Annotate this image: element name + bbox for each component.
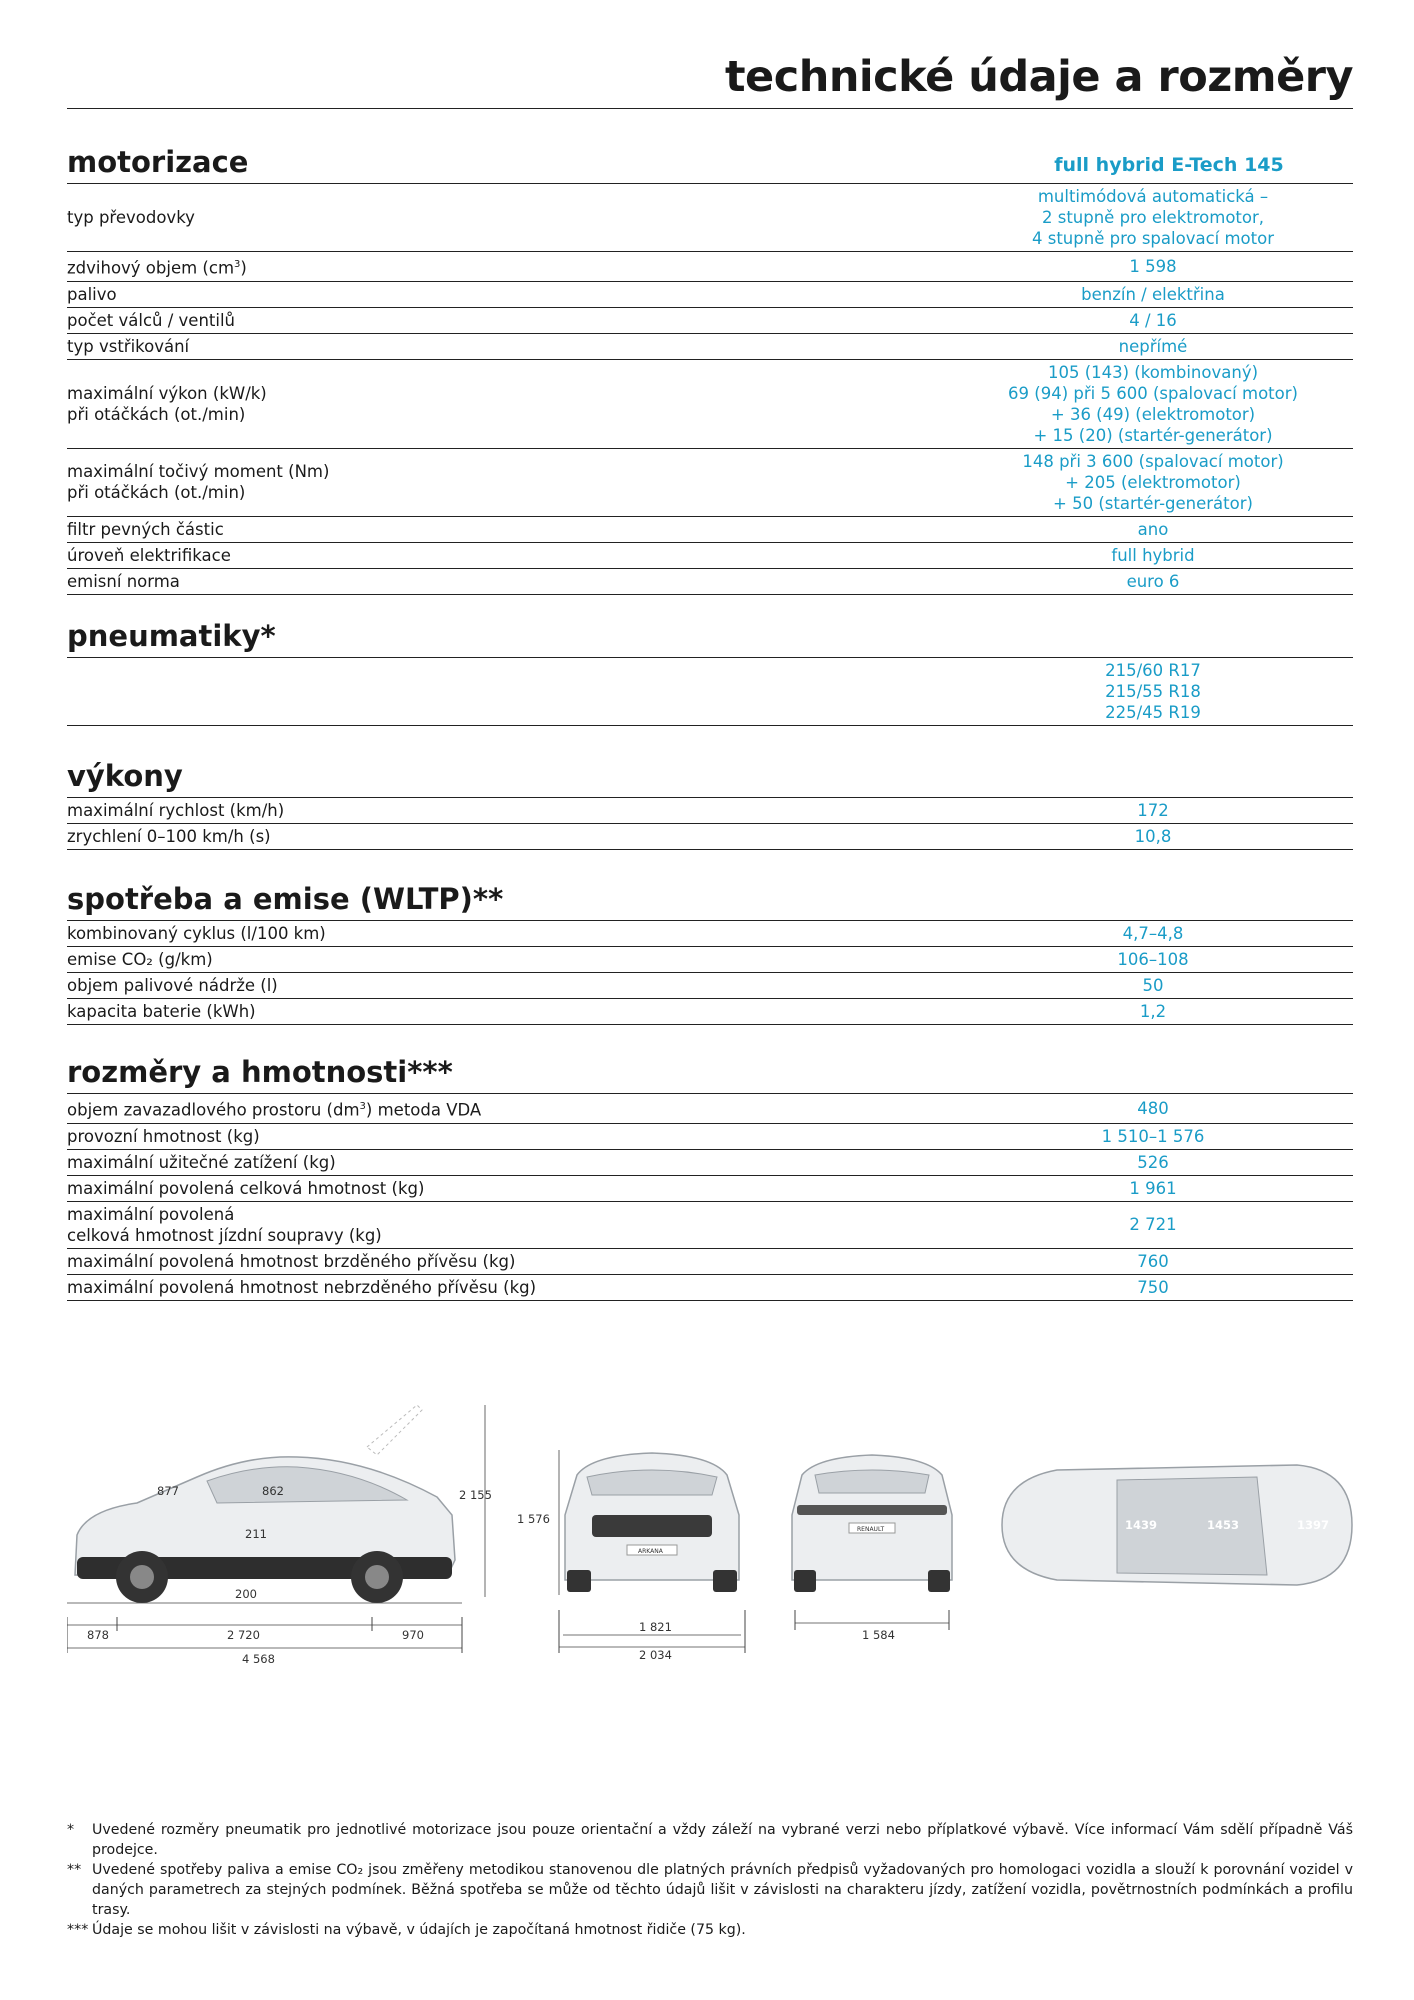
section-rozmery: [67, 1056, 1353, 1301]
spec-label: maximální užitečné zatížení (kg): [67, 1152, 336, 1172]
spec-row: [67, 973, 1353, 999]
spec-label: palivo: [67, 284, 117, 304]
spec-table: [67, 1093, 1353, 1301]
front-plate: ARKANA: [638, 1548, 663, 1555]
spec-value: 50: [1142, 976, 1164, 995]
spec-label: maximální povolená celková hmotnost jízdní soupravy (kg): [67, 1204, 382, 1245]
spec-value: ano: [1137, 519, 1169, 539]
spec-table: [67, 183, 1353, 595]
section-title: motorizace: [67, 145, 249, 179]
spec-row: [67, 517, 1353, 543]
wheelbase-label: 2 720: [227, 1628, 260, 1642]
spec-value: 1 598: [1129, 256, 1177, 276]
spec-value: 1 961: [1129, 1178, 1177, 1198]
spec-label: zrychlení 0–100 km/h (s): [67, 827, 271, 846]
spec-label: kombinovaný cyklus (l/100 km): [67, 924, 326, 943]
page-title: technické údaje a rozměry: [725, 52, 1353, 102]
spec-row: [67, 1150, 1353, 1176]
spec-row: [67, 1202, 1353, 1249]
rear-overhang-label: 970: [402, 1628, 424, 1642]
spec-label: počet válců / ventilů: [67, 310, 236, 330]
spec-label: maximální rychlost (km/h): [67, 801, 285, 820]
spec-row: [67, 184, 1353, 252]
spec-label: filtr pevných částic: [67, 519, 224, 539]
height-open-label: 2 155: [459, 1488, 492, 1502]
top-view-drawing: [1002, 1465, 1352, 1585]
spec-value: 2 721: [1129, 1215, 1177, 1234]
spec-row: [67, 921, 1353, 947]
spec-row: [67, 824, 1353, 850]
spec-label: maximální povolená hmotnost nebrzděného přívěsu (kg): [67, 1277, 537, 1297]
spec-value: multimódová automatická – 2 stupně pro elektromotor, 4 stupně pro spalovací motor: [1032, 187, 1274, 248]
section-spotreba: [67, 883, 1353, 1025]
spec-value: 10,8: [1134, 827, 1172, 846]
spec-value: 106–108: [1117, 950, 1189, 969]
spec-value: benzín / elektřina: [1081, 284, 1225, 304]
front-track-label: 1 821: [639, 1620, 672, 1634]
footnote: ** Uvedené spotřeby paliva a emise CO₂ jsou změřeny metodikou stanovenou dle platných právních předpisů vyžadovaných pro homologaci vozidla a slouží k porovnání vozidel v daných parametrech za stejných podmínek. Běžná spotřeba se může od těchto údajů lišit v závislosti na charakteru jízdy, zatížení vozidla, povětrnostních podmínkách a profilu trasy.: [67, 1862, 1353, 1918]
seat-rear-label: 862: [262, 1484, 284, 1498]
section-title: pneumatiky*: [67, 619, 276, 653]
spec-label: provozní hmotnost (kg): [67, 1126, 260, 1146]
side-view-drawing: [67, 1405, 492, 1666]
spec-label: maximální výkon (kW/k) při otáčkách (ot./min): [67, 383, 267, 424]
rear-view-drawing: [792, 1455, 952, 1642]
seat-low-label: 211: [245, 1527, 267, 1541]
spec-value: 760: [1137, 1251, 1169, 1271]
spec-row: [67, 1176, 1353, 1202]
footnote: * Uvedené rozměry pneumatik pro jednotlivé motorizace jsou pouze orientační a vždy záleží na vybrané verzi nebo příplatkové výbavě. Více informací Vám sdělí případně Váš prodejce.: [67, 1822, 1353, 1858]
footnote: *** Údaje se mohou lišit v závislosti na výbavě, v údajích je započítaná hmotnost řidiče (75 kg).: [67, 1922, 746, 1938]
spec-row: [67, 360, 1353, 449]
ground-clearance-label: 200: [235, 1587, 257, 1601]
spec-row: [67, 252, 1353, 282]
spec-label: objem zavazadlového prostoru $(dm^3)$ metoda VDA: [67, 1100, 482, 1120]
spec-label: typ převodovky: [67, 208, 195, 227]
section-pneumatiky: [67, 620, 1353, 726]
spec-value: 480: [1137, 1098, 1169, 1118]
spec-label: maximální povolená hmotnost brzděného přívěsu (kg): [67, 1251, 516, 1271]
section-title: výkony: [67, 759, 183, 793]
length-label: 4 568: [242, 1652, 275, 1666]
spec-label: emise CO₂ (g/km): [67, 950, 213, 969]
rear-plate: RENAULT: [857, 1526, 885, 1533]
spec-row: [67, 334, 1353, 360]
vehicle-drawings: [67, 1385, 1353, 1685]
spec-label: typ vstřikování: [67, 336, 190, 356]
spec-value: 215/60 R17 215/55 R18 225/45 R19: [1105, 661, 1201, 722]
spec-value: nepřímé: [1118, 336, 1188, 356]
section-title: rozměry a hmotnosti***: [67, 1055, 453, 1089]
spec-row: [67, 282, 1353, 308]
spec-row: [67, 308, 1353, 334]
spec-label: úroveň elektrifikace: [67, 545, 231, 565]
top-width-3: 1397: [1297, 1518, 1330, 1532]
spec-value: 4 / 16: [1129, 310, 1177, 330]
spec-value: 172: [1137, 801, 1169, 820]
section-vykony: [67, 760, 1353, 850]
spec-row: [67, 1094, 1353, 1124]
spec-value: 1 510–1 576: [1101, 1126, 1205, 1146]
spec-row: [67, 1124, 1353, 1150]
spec-label: maximální točivý moment (Nm) při otáčkách (ot./min): [67, 462, 330, 502]
spec-value: 105 (143) (kombinovaný) 69 (94) při 5 600 (spalovací motor) + 36 (49) (elektromotor) + 15 (20) (startér-generátor): [1008, 362, 1298, 445]
spec-label: kapacita baterie (kWh): [67, 1002, 256, 1021]
variant-heading: full hybrid E-Tech 145: [1054, 154, 1284, 176]
spec-row: [67, 1275, 1353, 1301]
spec-value: 1,2: [1139, 1002, 1167, 1021]
spec-row: [67, 449, 1353, 517]
top-width-1: 1439: [1125, 1518, 1158, 1532]
spec-table: [67, 797, 1353, 850]
spec-row: [67, 999, 1353, 1025]
front-width-label: 2 034: [639, 1648, 672, 1662]
spec-row: [67, 1249, 1353, 1275]
spec-label: zdvihový objem $(cm^3)$: [67, 258, 247, 278]
spec-label: [67, 679, 953, 704]
spec-row: [67, 569, 1353, 595]
spec-value: 148 při 3 600 (spalovací motor) + 205 (elektromotor) + 50 (startér-generátor): [1022, 451, 1284, 513]
front-view-drawing: [517, 1450, 745, 1662]
seat-front-label: 877: [157, 1484, 179, 1498]
spec-value: 526: [1137, 1152, 1169, 1172]
spec-row: [67, 658, 1353, 726]
section-motorizace: [67, 146, 1353, 595]
front-overhang-label: 878: [87, 1628, 109, 1642]
rear-track-label: 1 584: [862, 1628, 895, 1642]
spec-label: maximální povolená celková hmotnost (kg): [67, 1178, 425, 1198]
front-height-label: 1 576: [517, 1512, 550, 1526]
spec-value: euro 6: [1126, 571, 1180, 591]
spec-value: full hybrid: [1111, 545, 1195, 565]
spec-row: [67, 947, 1353, 973]
spec-table: [67, 920, 1353, 1025]
top-width-2: 1453: [1207, 1518, 1240, 1532]
section-title: spotřeba a emise (WLTP)**: [67, 882, 504, 916]
spec-label: objem palivové nádrže (l): [67, 976, 278, 995]
spec-value: 4,7–4,8: [1122, 924, 1184, 943]
spec-value: 750: [1137, 1277, 1169, 1297]
title-rule: [67, 108, 1353, 109]
spec-table: [67, 657, 1353, 726]
footnotes: [67, 1820, 1353, 1940]
spec-row: [67, 798, 1353, 824]
spec-label: emisní norma: [67, 571, 180, 591]
spec-row: [67, 543, 1353, 569]
